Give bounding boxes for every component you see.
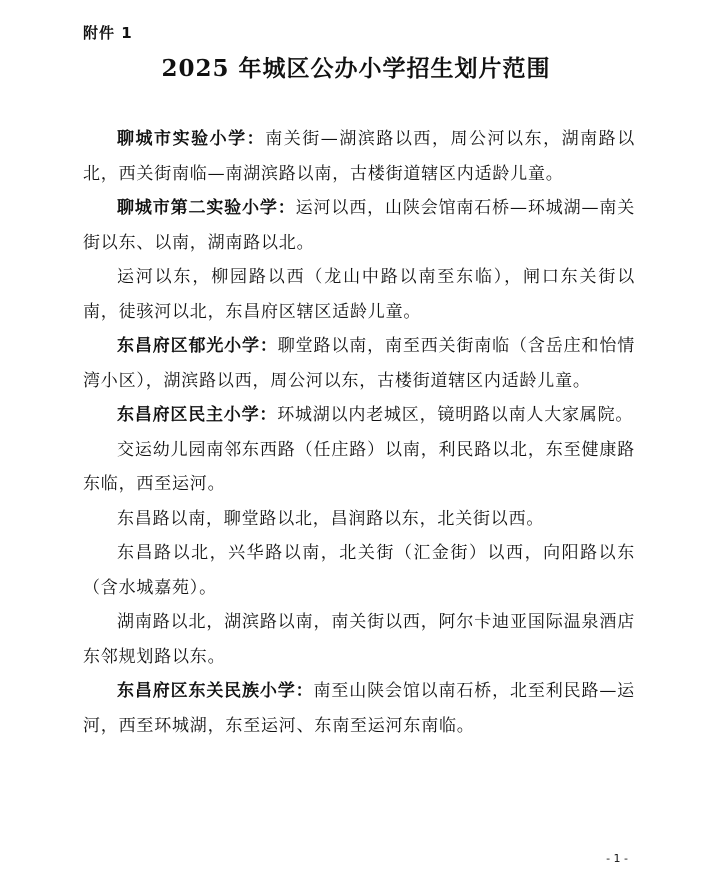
paragraph-text: 东昌路以南，聊堂路以北，昌润路以东，北关街以西。: [117, 508, 545, 529]
paragraph-text: 运河以东，柳园路以西（龙山中路以南至东临），闸口东关街以南，徒骇河以北，东昌府区辖区适龄儿童。: [83, 267, 635, 322]
paragraph: [83, 122, 635, 191]
school-name: 聊城市实验小学：: [117, 129, 266, 149]
page-title: 2025 年城区公办小学招生划片范围: [161, 55, 551, 82]
attachment-label: 附件 1: [83, 24, 133, 42]
paragraph-text: 湖南路以北，湖滨路以南，南关街以西，阿尔卡迪亚国际温泉酒店东邻规划路以东。: [83, 612, 635, 667]
paragraph-text: 东昌路以北，兴华路以南，北关街（汇金街）以西，向阳路以东（含水城嘉苑）。: [83, 543, 635, 598]
paragraph-text: 南至山陕会馆以南石桥，北至利民路—运河，西至环城湖，东至运河、东南至运河东南临。: [83, 681, 635, 736]
school-name: 聊城市第二实验小学：: [117, 198, 296, 218]
paragraph-text: 交运幼儿园南邻东西路（任庄路）以南，利民路以北，东至健康路东临，西至运河。: [83, 439, 635, 494]
document-body: [83, 122, 635, 743]
school-name: 东昌府区东关民族小学：: [117, 681, 314, 701]
paragraph-text: 环城湖以内老城区，镜明路以南人大家属院。: [277, 405, 634, 425]
paragraph: [83, 502, 635, 537]
paragraph: [83, 398, 635, 433]
paragraph: [83, 605, 635, 674]
paragraph: [83, 433, 635, 502]
paragraph-text: 运河以西，山陕会馆南石桥—环城湖—南关街以东、以南，湖南路以北。: [83, 198, 636, 253]
paragraph-text: 南关街—湖滨路以西，周公河以东，湖南路以北，西关街南临—南湖滨路以南，古楼街道辖区内适龄儿童。: [83, 129, 636, 184]
paragraph: [83, 674, 635, 743]
paragraph: [83, 536, 635, 605]
paragraph: [83, 191, 635, 260]
page-number: - 1 -: [606, 852, 628, 865]
paragraph: [83, 260, 635, 329]
paragraph-text: 聊堂路以南，南至西关街南临（含岳庄和怡情湾小区），湖滨路以西，周公河以东，古楼街道辖区内适龄儿童。: [83, 336, 635, 391]
school-name: 东昌府区民主小学：: [117, 405, 278, 425]
school-name: 东昌府区郁光小学：: [117, 336, 278, 356]
paragraph: [83, 329, 635, 398]
